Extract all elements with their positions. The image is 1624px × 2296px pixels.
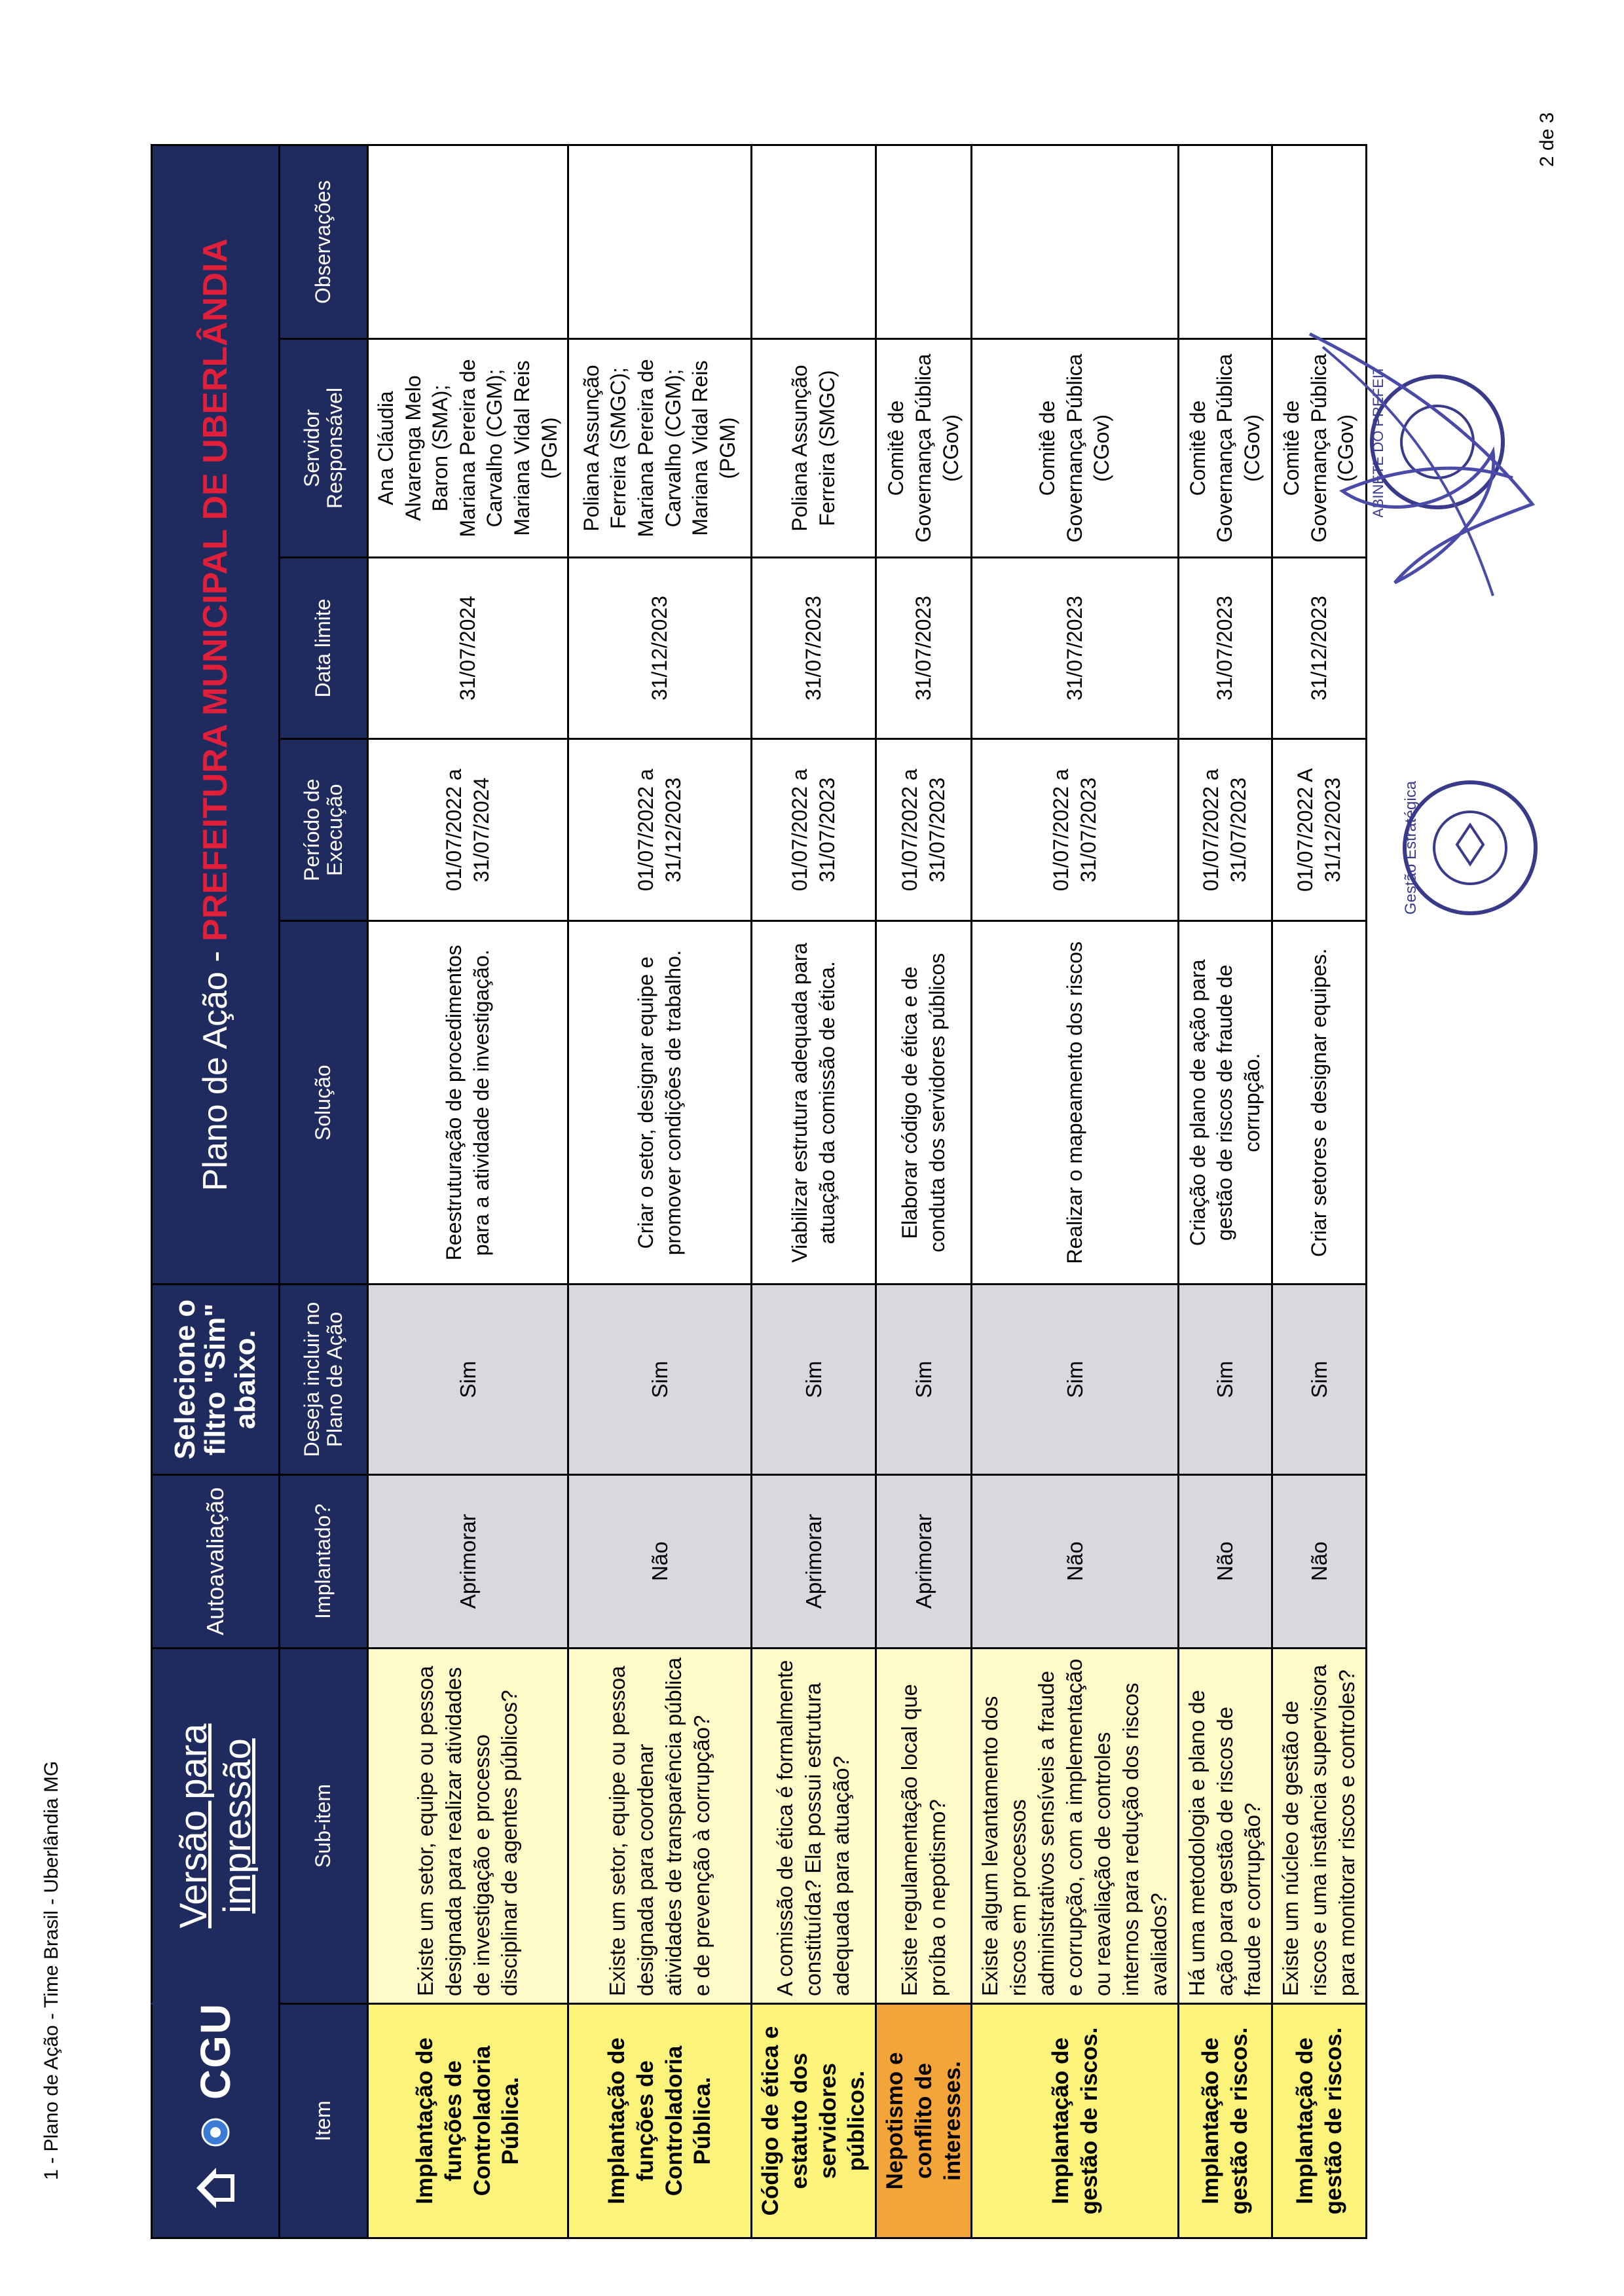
cgu-logo-text: CGU bbox=[192, 2002, 239, 2100]
row-solucao: Reestruturação de procedimentos para a atividade de investigação. bbox=[368, 921, 568, 1285]
row-observacoes bbox=[1178, 145, 1272, 339]
svg-text:Gestão Estratégica: Gestão Estratégica bbox=[1402, 780, 1420, 915]
row-periodo: 01/07/2022 a 31/07/2023 bbox=[1178, 739, 1272, 921]
stamp-gestao-estrategica bbox=[1395, 773, 1545, 926]
table-row bbox=[876, 145, 972, 2238]
row-solucao: Realizar o mapeamento dos riscos bbox=[972, 921, 1178, 1285]
col-periodo: Período de Execução bbox=[280, 739, 368, 921]
row-data-limite: 31/07/2024 bbox=[368, 557, 568, 739]
row-item: Implantação de funções de Controladoria Pública. bbox=[368, 2004, 568, 2238]
row-servidor: Poliana Assunção Ferreira (SMGC) bbox=[752, 339, 876, 557]
row-subitem: Há uma metodologia e plano de ação para gestão de riscos de fraude e corrupção? bbox=[1178, 1648, 1272, 2003]
row-periodo: 01/07/2022 A 31/12/2023 bbox=[1272, 739, 1367, 921]
row-subitem: Existe um setor, equipe ou pessoa designada para realizar atividades de investigação e processo disciplinar de agentes públicos? bbox=[368, 1648, 568, 2003]
self-assessment-header: Autoavaliação bbox=[152, 1474, 280, 1648]
col-servidor: Servidor Responsável bbox=[280, 339, 368, 557]
row-item: Código de ética e estatuto dos servidores públicos. bbox=[752, 2004, 876, 2238]
footer-page-number: 2 de 3 bbox=[1536, 112, 1558, 167]
row-solucao: Criar o setor, designar equipe e promover condições de trabalho. bbox=[568, 921, 752, 1285]
row-incluir: Sim bbox=[368, 1285, 568, 1474]
row-incluir: Sim bbox=[752, 1285, 876, 1474]
row-implantado: Aprimorar bbox=[752, 1474, 876, 1648]
table-row bbox=[368, 145, 568, 2238]
row-incluir: Sim bbox=[568, 1285, 752, 1474]
row-implantado: Não bbox=[1178, 1474, 1272, 1648]
column-header-row bbox=[280, 145, 368, 2238]
row-periodo: 01/07/2022 a 31/07/2023 bbox=[752, 739, 876, 921]
table-row bbox=[568, 145, 752, 2238]
row-item: Implantação de gestão de riscos. bbox=[972, 2004, 1178, 2238]
row-subitem: A comissão de ética é formalmente constituída? Ela possui estrutura adequada para atuação? bbox=[752, 1648, 876, 2003]
plan-title bbox=[152, 145, 280, 1285]
print-version-title[interactable]: Versão para impressão bbox=[152, 1648, 280, 2003]
row-solucao: Viabilizar estrutura adequada para atuação da comissão de ética. bbox=[752, 921, 876, 1285]
row-subitem: Existe um setor, equipe ou pessoa designada para coordenar atividades de transparência pública e de prevenção à corrupção? bbox=[568, 1648, 752, 2003]
row-solucao: Criar setores e designar equipes. bbox=[1272, 921, 1367, 1285]
cgu-logo-icon bbox=[201, 2118, 230, 2147]
col-subitem: Sub-item bbox=[280, 1648, 368, 2003]
row-data-limite: 31/12/2023 bbox=[1272, 557, 1367, 739]
row-incluir: Sim bbox=[972, 1285, 1178, 1474]
row-subitem: Existe regulamentação local que proíba o nepotismo? bbox=[876, 1648, 972, 2003]
row-incluir: Sim bbox=[876, 1285, 972, 1474]
row-servidor: Comitê de Governança Pública (CGov) bbox=[1272, 339, 1367, 557]
logo-cell bbox=[152, 2004, 280, 2238]
table-row bbox=[1178, 145, 1272, 2238]
svg-text:GABINETE DO PREFEITO: GABINETE DO PREFEITO bbox=[1370, 367, 1386, 517]
row-periodo: 01/07/2022 a 31/07/2024 bbox=[368, 739, 568, 921]
plan-title-entity: PREFEITURA MUNICIPAL DE UBERLÂNDIA bbox=[196, 238, 234, 941]
row-data-limite: 31/07/2023 bbox=[876, 557, 972, 739]
row-periodo: 01/07/2022 a 31/07/2023 bbox=[876, 739, 972, 921]
row-item: Nepotismo e conflito de interesses. bbox=[876, 2004, 972, 2238]
row-servidor: Ana Cláudia Alvarenga Melo Baron (SMA); Mariana Pereira de Carvalho (CGM); Mariana Vidal Reis (PGM) bbox=[368, 339, 568, 557]
row-data-limite: 31/07/2023 bbox=[752, 557, 876, 739]
col-data-limite: Data limite bbox=[280, 557, 368, 739]
row-implantado: Aprimorar bbox=[876, 1474, 972, 1648]
col-item: Item bbox=[280, 2004, 368, 2238]
filter-instruction: Selecione o filtro "Sim" abaixo. bbox=[152, 1285, 280, 1474]
row-data-limite: 31/07/2023 bbox=[972, 557, 1178, 739]
row-servidor: Poliana Assunção Ferreira (SMGC); Mariana Pereira de Carvalho (CGM); Mariana Vidal Reis (PGM) bbox=[568, 339, 752, 557]
action-plan-sheet bbox=[151, 144, 1359, 2239]
row-observacoes bbox=[568, 145, 752, 339]
row-servidor: Comitê de Governança Pública (CGov) bbox=[876, 339, 972, 557]
row-observacoes bbox=[752, 145, 876, 339]
row-data-limite: 31/07/2023 bbox=[1178, 557, 1272, 739]
row-solucao: Elaborar código de ética e de conduta dos servidores públicos bbox=[876, 921, 972, 1285]
row-observacoes bbox=[368, 145, 568, 339]
plan-title-prefix: Plano de Ação - bbox=[196, 941, 234, 1192]
row-observacoes bbox=[876, 145, 972, 339]
row-implantado: Aprimorar bbox=[368, 1474, 568, 1648]
col-incluir[interactable]: Deseja incluir no Plano de Ação bbox=[280, 1285, 368, 1474]
home-icon[interactable] bbox=[193, 2165, 238, 2211]
row-incluir: Sim bbox=[1272, 1285, 1367, 1474]
row-implantado: Não bbox=[1272, 1474, 1367, 1648]
row-servidor: Comitê de Governança Pública (CGov) bbox=[1178, 339, 1272, 557]
col-implantado: Implantado? bbox=[280, 1474, 368, 1648]
row-periodo: 01/07/2022 a 31/12/2023 bbox=[568, 739, 752, 921]
row-observacoes bbox=[972, 145, 1178, 339]
row-item: Implantação de funções de Controladoria Pública. bbox=[568, 2004, 752, 2238]
banner-row bbox=[152, 145, 280, 2238]
row-subitem: Existe um núcleo de gestão de riscos e uma instância supervisora para monitorar riscos e controles? bbox=[1272, 1648, 1367, 2003]
row-incluir: Sim bbox=[1178, 1285, 1272, 1474]
row-item: Implantação de gestão de riscos. bbox=[1178, 2004, 1272, 2238]
row-periodo: 01/07/2022 a 31/07/2023 bbox=[972, 739, 1178, 921]
col-solucao: Solução bbox=[280, 921, 368, 1285]
action-plan-table bbox=[151, 144, 1367, 2239]
footer-document-label: 1 - Plano de Ação - Time Brasil - Uberlândia MG bbox=[41, 1760, 62, 2180]
signature bbox=[1283, 308, 1559, 638]
row-implantado: Não bbox=[972, 1474, 1178, 1648]
table-row bbox=[972, 145, 1178, 2238]
col-observacoes: Observações bbox=[280, 145, 368, 339]
row-item: Implantação de gestão de riscos. bbox=[1272, 2004, 1367, 2238]
row-implantado: Não bbox=[568, 1474, 752, 1648]
row-data-limite: 31/12/2023 bbox=[568, 557, 752, 739]
row-servidor: Comitê de Governança Pública (CGov) bbox=[972, 339, 1178, 557]
table-row bbox=[752, 145, 876, 2238]
row-solucao: Criação de plano de ação para gestão de riscos de fraude de corrupção. bbox=[1178, 921, 1272, 1285]
row-subitem: Existe algum levantamento dos riscos em processos administrativos sensíveis a fraude e corrupção, com a implementação ou reavaliação de controles internos para redução dos riscos avaliados? bbox=[972, 1648, 1178, 2003]
